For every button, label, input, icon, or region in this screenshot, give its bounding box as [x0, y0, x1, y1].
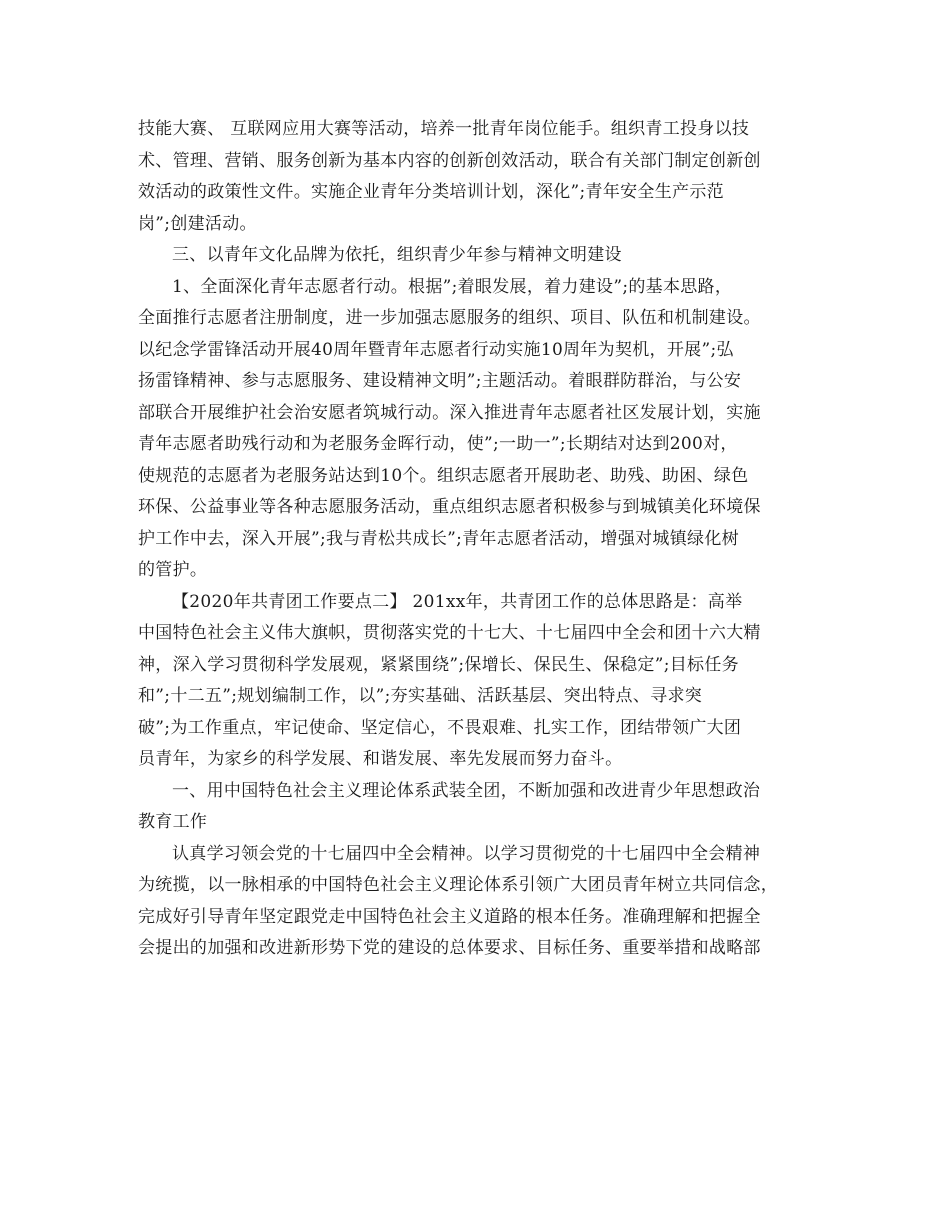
text-line: 护工作中去，深入开展”;我与青松共成长”;青年志愿者活动，增强对城镇绿化树: [138, 528, 739, 549]
text-line: 三、以青年文化品牌为依托，组织青少年参与精神文明建设: [172, 245, 622, 265]
text-line: 全面推行志愿者注册制度，进一步加强志愿服务的组织、项目、队伍和机制建设。: [138, 308, 761, 328]
text-line: 1、全面深化青年志愿者行动。根据”;着眼发展，着力建设”;的基本思路，: [172, 276, 733, 297]
text-line: 使规范的志愿者为老服务站达到10个。组织志愿者开展助老、助残、助困、绿色: [138, 465, 749, 486]
text-line: 破”;为工作重点，牢记使命、坚定信心，不畏艰难、扎实工作，团结带领广大团: [138, 717, 742, 738]
text-line: 教育工作: [138, 812, 208, 832]
text-line: 术、管理、营销、服务创新为基本内容的创新创效活动，联合有关部门制定创新创: [138, 150, 761, 171]
text-line: 技能大赛、 互联网应用大赛等活动，培养一批青年岗位能手。组织青工投身以技: [138, 119, 750, 139]
text-line: 环保、公益事业等各种志愿服务活动，重点组织志愿者积极参与到城镇美化环境保: [138, 497, 761, 517]
text-line: 神，深入学习贯彻科学发展观，紧紧围绕”;保增长、保民生、保稳定”;目标任务: [138, 654, 739, 675]
text-line: 岗”;创建活动。: [138, 213, 257, 234]
text-line: 中国特色社会主义伟大旗帜，贯彻落实党的十七大、十七届四中全会和团十六大精: [138, 623, 761, 643]
text-line: 以纪念学雷锋活动开展40周年暨青年志愿者行动实施10周年为契机，开展”;弘: [138, 339, 734, 360]
text-line: 扬雷锋精神、参与志愿服务、建设精神文明”;主题活动。着眼群防群治，与公安: [138, 371, 742, 391]
text-line: 和”;十二五”;规划编制工作，以”;夯实基础、活跃基层、突出特点、寻求突: [138, 686, 703, 706]
text-line: 完成好引导青年坚定跟党走中国特色社会主义道路的根本任务。准确理解和把握全: [138, 906, 761, 927]
text-line: 【2020年共青团工作要点二】 201xx年，共青团工作的总体思路是：高举: [172, 591, 743, 612]
text-line: 部联合开展维护社会治安愿者筑城行动。深入推进青年志愿者社区发展计划，实施: [138, 402, 761, 423]
text-line: 效活动的政策性文件。实施企业青年分类培训计划，深化”;青年安全生产示范: [138, 182, 724, 202]
text-line: 的管护。: [138, 560, 208, 580]
text-line: 为统揽，以一脉相承的中国特色社会主义理论体系引领广大团员青年树立共同信念，: [138, 875, 779, 895]
text-line: 员青年，为家乡的科学发展、和谐发展、率先发展而努力奋斗。: [138, 749, 623, 769]
text-line: 一、用中国特色社会主义理论体系武装全团，不断加强和改进青少年思想政治: [172, 780, 761, 801]
text-line: 会提出的加强和改进新形势下党的建设的总体要求、目标任务、重要举措和战略部: [138, 938, 761, 958]
text-line: 青年志愿者助残行动和为老服务金晖行动，使”;一助一”;长期结对达到200对，: [138, 434, 738, 454]
document-body: [138, 114, 828, 965]
text-line: 认真学习领会党的十七届四中全会精神。以学习贯彻党的十七届四中全会精神: [172, 843, 761, 864]
